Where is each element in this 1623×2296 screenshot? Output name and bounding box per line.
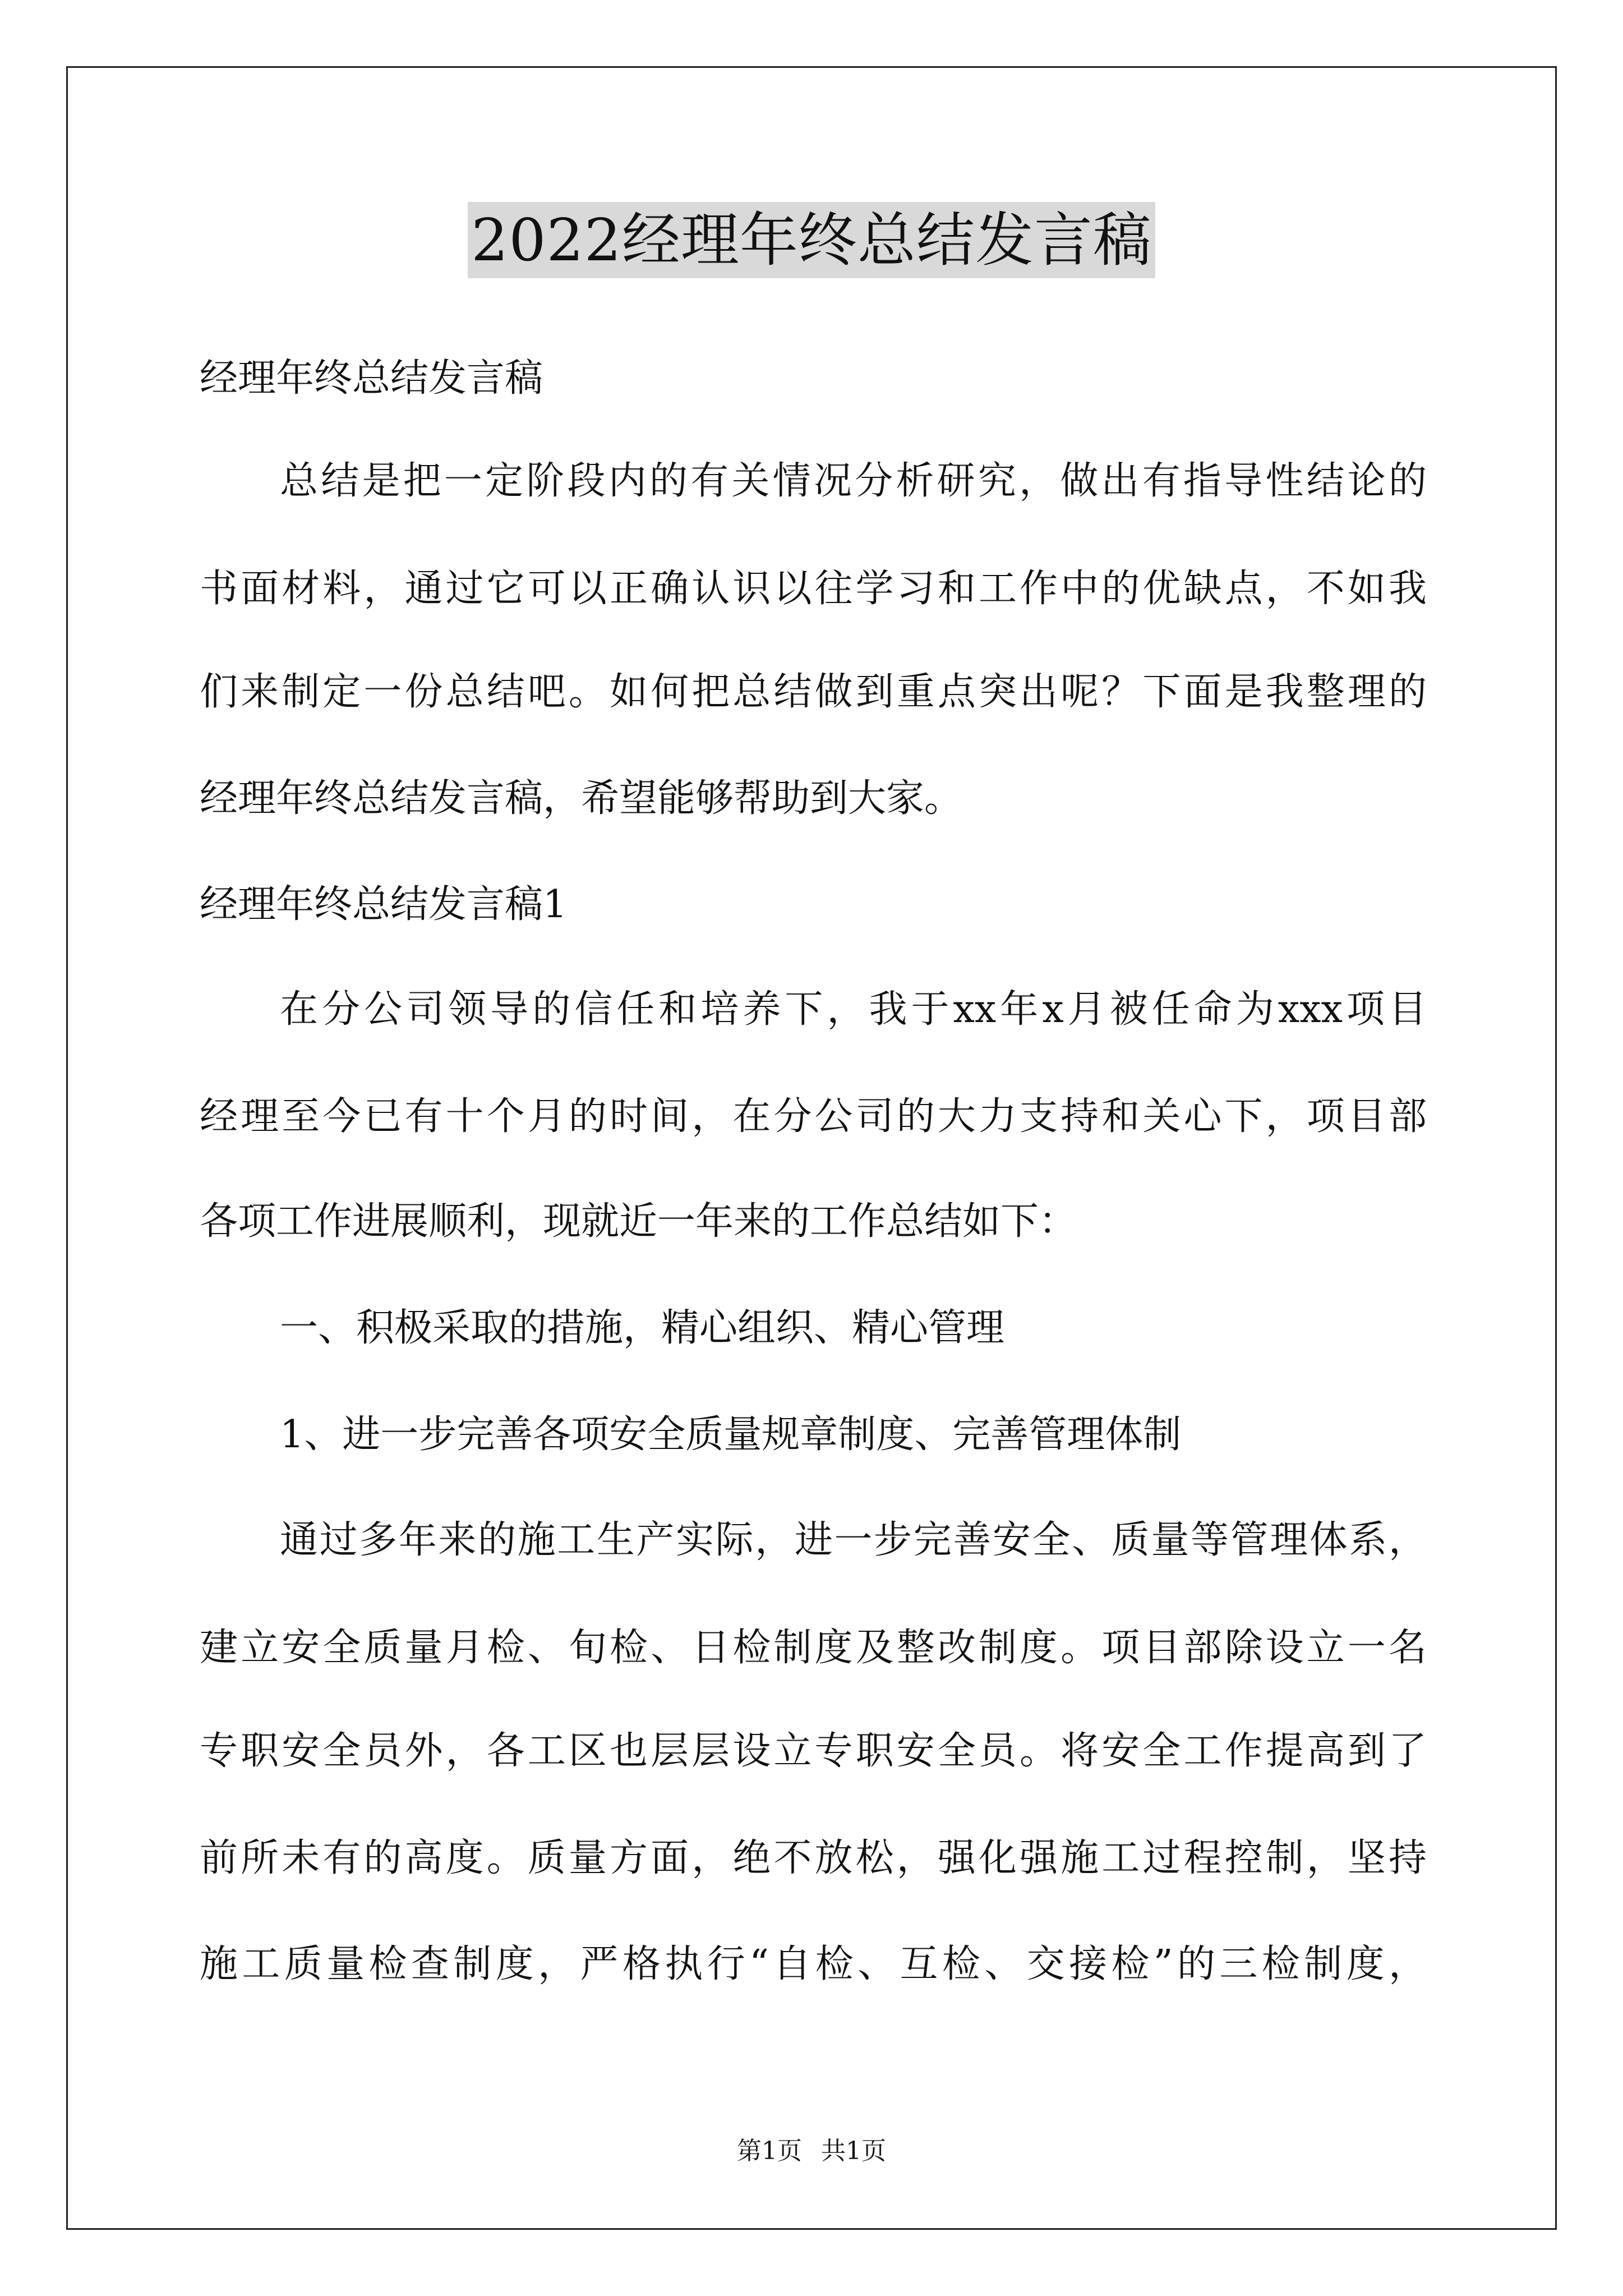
intro-line-3: 们来制定一份总结吧。如何把总结做到重点突出呢？下面是我整理的 (200, 670, 1427, 714)
page-total: 共1页 (821, 2137, 886, 2165)
heading-one: 一、积极采取的措施，精心组织、精心管理 (280, 1306, 1005, 1350)
document-title: 2022经理年终总结发言稿 (468, 202, 1155, 278)
section-heading: 经理年终总结发言稿1 (200, 882, 568, 927)
para2-line-2: 建立安全质量月检、旬检、日检制度及整改制度。项目部除设立一名 (200, 1626, 1427, 1670)
para2-line-1: 通过多年来的施工生产实际，进一步完善安全、质量等管理体系， (280, 1518, 1427, 1562)
page-footer (0, 2134, 1623, 2168)
para2-line-4: 前所未有的高度。质量方面，绝不放松，强化强施工过程控制，坚持 (200, 1836, 1427, 1880)
intro-line-2: 书面材料，通过它可以正确认识以往学习和工作中的优缺点，不如我 (200, 567, 1427, 611)
page-number: 第1页 (737, 2137, 802, 2165)
intro-line-1: 总结是把一定阶段内的有关情况分析研究，做出有指导性结论的 (280, 459, 1427, 503)
document-subtitle: 经理年终总结发言稿 (200, 356, 543, 401)
title-container (0, 202, 1623, 278)
para1-line-3: 各项工作进展顺利，现就近一年来的工作总结如下： (200, 1199, 1077, 1244)
para1-line-1: 在分公司领导的信任和培养下，我于xx年x月被任命为xxx项目 (280, 987, 1427, 1032)
para2-line-3: 专职安全员外，各工区也层层设立专职安全员。将安全工作提高到了 (200, 1729, 1427, 1773)
para2-line-5: 施工质量检查制度，严格执行“自检、互检、交接检”的三检制度， (200, 1942, 1427, 1986)
heading-one-sub: 1、进一步完善各项安全质量规章制度、完善管理体制 (280, 1412, 1182, 1457)
intro-line-4: 经理年终总结发言稿，希望能够帮助到大家。 (200, 776, 963, 821)
para1-line-2: 经理至今已有十个月的时间，在分公司的大力支持和关心下，项目部 (200, 1094, 1427, 1139)
